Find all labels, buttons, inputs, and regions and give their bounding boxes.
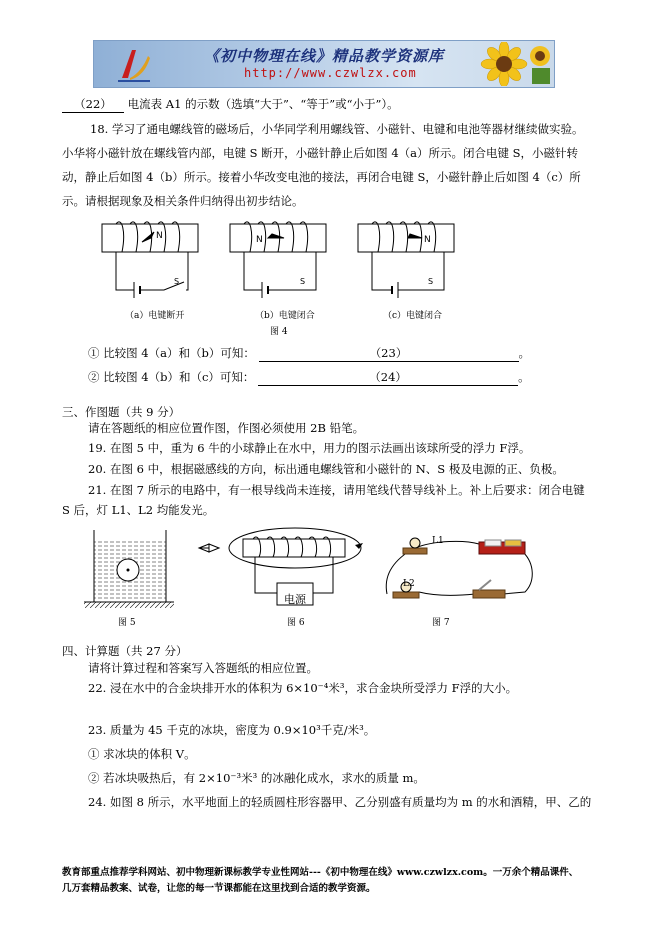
compare-1 — [88, 345, 530, 362]
needle-label-a: N — [156, 231, 163, 241]
caption-4b: （b）电键闭合 — [255, 311, 315, 321]
needle-label-b: N — [256, 235, 263, 245]
question-text: 电流表 A1 的示数（选填“大于”、“等于”或“小于”）。 — [127, 97, 399, 111]
switch-label-c: S — [428, 277, 434, 286]
compare-2-text: ② 比较图 4（b）和（c）可知： — [88, 370, 255, 384]
q24-text: 24. 如图 8 所示，水平地面上的轻质圆柱形容器甲、乙分别盛有质量均为 m 的水和酒精，甲、乙的 — [88, 795, 592, 809]
compare-1-period: 。 — [518, 346, 531, 360]
caption-4a: （a）电键断开 — [125, 311, 185, 321]
lamp-l1-icon — [403, 538, 427, 554]
section-3-title: 三、作图题（共 9 分） — [62, 405, 181, 419]
switch-label-a: S — [174, 277, 180, 286]
figure-5-beaker — [80, 528, 176, 610]
compare-2-period: 。 — [518, 370, 530, 384]
q20-text: 20. 在图 6 中，根据磁感线的方向，标出通电螺线管和小磁针的 N、S 极及电源的正、负极。 — [88, 462, 564, 476]
q22-text: 22. 浸在水中的合金块排开水的体积为 6×10⁻⁴米³，求合金块所受浮力 F浮的大小。 — [88, 681, 518, 695]
banner-url[interactable]: http://www.czwlzx.com — [244, 66, 417, 80]
q19-text: 19. 在图 5 中，重为 6 牛的小球静止在水中，用力的图示法画出该球所受的浮力 F浮。 — [88, 441, 531, 455]
site-logo-icon — [114, 44, 154, 84]
q21-text-1: 21. 在图 7 所示的电路中，有一根导线尚未连接，请用笔线代替导线补上。补上后要求：闭合电键 — [88, 483, 585, 497]
figure-6-solenoid — [195, 525, 365, 617]
battery-icon — [479, 540, 525, 554]
section-3-instruction: 请在答题纸的相应位置作图，作图必须使用 2B 铅笔。 — [88, 421, 365, 435]
q18-line-4: 示。请根据现象及相关条件归纳得出初步结论。 — [62, 194, 304, 208]
footer-line-1: 教育部重点推荐学科网站、初中物理新课标教学专业性网站---《初中物理在线》www.czwlzx.com。一万余个精品课件、 — [62, 867, 579, 878]
section-4-instruction: 请将计算过程和答案写入答题纸的相应位置。 — [88, 661, 318, 675]
q23-text: 23. 质量为 45 千克的冰块，密度为 0.9×10³千克/米³。 — [88, 723, 376, 737]
sunflower-icon — [474, 42, 552, 86]
q18-line-1: 18. 学习了通电螺线管的磁场后，小华同学利用螺线管、小磁针、电键和电池等器材继续做实验。 — [90, 122, 584, 136]
caption-4c: （c）电键闭合 — [383, 311, 443, 321]
q23-part-2: ② 若冰块吸热后，有 2×10⁻³米³ 的冰融化成水，求水的质量 m。 — [88, 771, 425, 785]
figure-4a — [102, 222, 198, 298]
needle-label-c: N — [424, 235, 431, 245]
q18-line-2: 小华将小磁针放在螺线管内部，电键 S 断开，小磁针静止后如图 4（a）所示。闭合电键 S，小磁针转 — [62, 146, 579, 160]
figure-7-label: 图 7 — [432, 618, 450, 628]
switch-icon — [473, 580, 505, 598]
q23-part-1: ① 求冰块的体积 V。 — [88, 747, 196, 761]
lamp-l1-label: L1 — [432, 536, 444, 546]
power-supply-label: 电源 — [284, 593, 306, 606]
figure-4c — [358, 222, 454, 298]
figure-6-label: 图 6 — [287, 618, 305, 628]
banner-title: 《初中物理在线》精品教学资源库 — [204, 47, 445, 65]
header-banner — [93, 40, 555, 88]
answer-blank-23[interactable]: （23） — [259, 345, 519, 362]
compare-2 — [88, 369, 530, 386]
q21-text-2: S 后，灯 L1、L2 均能发光。 — [62, 503, 215, 517]
figure-7-circuit — [375, 530, 550, 612]
compare-1-text: ① 比较图 4（a）和（b）可知： — [88, 346, 255, 360]
figure-4-label: 图 4 — [270, 327, 288, 337]
footer-line-2: 几万套精品教案、试卷，让您的每一节课都能在这里找到合适的教学资源。 — [62, 883, 376, 894]
q18-line-3: 动，静止后如图 4（b）所示。接着小华改变电池的接法，再闭合电键 S，小磁针静止后如图 4（c）所 — [62, 170, 581, 184]
answer-blank-22[interactable]: （22） — [62, 96, 124, 113]
figure-5-label: 图 5 — [118, 618, 136, 628]
answer-blank-24[interactable]: （24） — [258, 369, 518, 386]
question-continuation — [62, 96, 399, 113]
figure-4b — [230, 222, 326, 298]
lamp-l2-label: L2 — [403, 579, 415, 589]
switch-label-b: S — [300, 277, 306, 286]
section-4-title: 四、计算题（共 27 分） — [62, 644, 188, 658]
figure-4 — [96, 218, 476, 318]
